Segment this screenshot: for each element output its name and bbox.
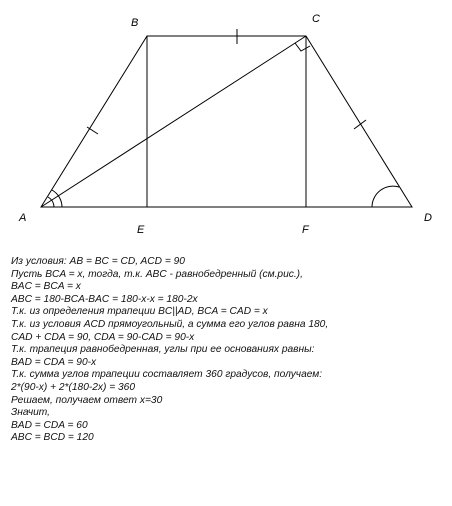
vertex-label-a: A [19,212,27,224]
vertex-label-d: D [424,212,432,224]
solution-line: ABC = 180-BCA-BAC = 180-x-x = 180-2x [11,293,198,305]
solution-line: 2*(90-x) + 2*(180-2x) = 360 [11,381,136,393]
angle-arc-d [372,186,399,207]
solution-line: Значит, [11,407,50,419]
tick-mark-cd [354,120,366,129]
trapezoid-figure [0,0,452,250]
solution-line: Т.к. сумма углов трапеции составляет 360 градусов, получаем: [11,369,323,381]
solution-line: Т.к. из определения трапеции BC||AD, BCA = CAD = x [11,306,268,318]
vertex-label-c: C [312,13,320,25]
solution-line: Т.к. трапеция равнобедренная, углы при ее основаниях равны: [11,344,315,356]
solution-line: Т.к. из условия ACD прямоугольный, а сумма его углов равна 180, [11,318,329,330]
solution-line: BAD = CDA = 60 [11,419,88,431]
solution-line: CAD + CDA = 90, CDA = 90-CAD = 90-x [11,331,195,343]
solution-line: Пусть BCA = x, тогда, т.к. ABC - равнобедренный (см.рис.), [11,268,303,280]
point-label-e: E [137,224,145,236]
solution-line: BAD = CDA = 90-x [11,356,97,368]
solution-line: Решаем, получаем ответ x=30 [11,394,163,406]
right-angle-mark-c [295,43,310,51]
point-label-f: F [302,224,309,236]
solution-line: Из условия: AB = BC = CD, ACD = 90 [11,256,185,267]
solution-text [11,256,449,445]
vertex-label-b: B [131,17,139,29]
solution-line: BAC = BCA = x [11,281,81,293]
diagonal-ac [41,36,306,207]
solution-line: ABC = BCD = 120 [11,432,94,444]
trapezoid-abcd [41,36,412,207]
